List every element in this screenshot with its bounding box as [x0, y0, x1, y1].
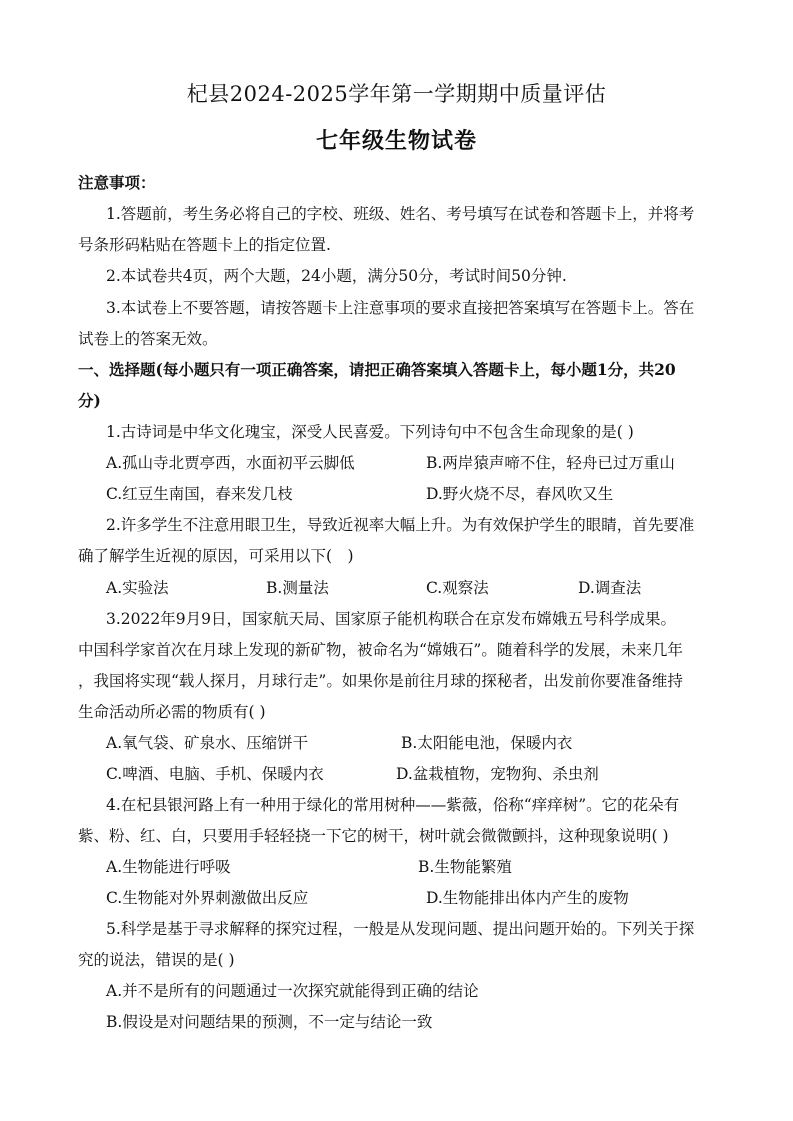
- question-4-option-b: B.生物能繁殖: [418, 858, 512, 876]
- question-4-stem-cont: 紫、粉、红、白，只要用手轻轻挠一下它的树干，树叶就会微微颤抖，这种现象说明( ): [78, 827, 669, 845]
- question-5-option-a: A.并不是所有的问题通过一次探究就能得到正确的结论: [106, 982, 479, 1000]
- notice-heading: 注意事项：: [78, 173, 156, 192]
- question-4-option-c: C.生物能对外界刺激做出反应: [106, 889, 309, 907]
- question-1-option-d: D.野火烧不尽，春风吹又生: [426, 485, 614, 503]
- notice-item-1-cont: 号条形码粘贴在答题卡上的指定位置.: [78, 236, 331, 254]
- question-1-option-a: A.孤山寺北贾亭西，水面初平云脚低: [106, 454, 355, 472]
- question-2-option-d: D.调查法: [578, 579, 642, 597]
- question-5-stem: 5.科学是基于寻求解释的探究过程，一般是从发现问题、提出问题开始的。下列关于探: [106, 920, 695, 938]
- question-4-option-d: D.生物能排出体内产生的废物: [426, 889, 629, 907]
- question-2-stem-cont: 确了解学生近视的原因，可采用以下( ): [78, 547, 354, 565]
- question-3-option-c: C.啤酒、电脑、手机、保暖内衣: [106, 765, 324, 783]
- section-heading: 一、选择题(每小题只有一项正确答案，请把正确答案填入答题卡上，每小题1分，共20: [78, 360, 676, 379]
- question-3-stem: 3.2022年9月9日，国家航天局、国家原子能机构联合在京发布嫦娥五号科学成果。: [106, 610, 676, 628]
- question-5-stem-cont: 究的说法，错误的是( ): [78, 951, 235, 969]
- question-5-option-b: B.假设是对问题结果的预测，不一定与结论一致: [106, 1013, 433, 1031]
- question-1-option-c: C.红豆生南国，春来发几枝: [106, 485, 293, 503]
- question-3-stem-cont-3: 生命活动所必需的物质有( ): [78, 703, 266, 721]
- question-4-option-a: A.生物能进行呼吸: [106, 858, 231, 876]
- exam-subtitle: 七年级生物试卷: [315, 128, 477, 154]
- question-2-option-c: C.观察法: [426, 579, 489, 597]
- notice-item-3-cont: 试卷上的答案无效。: [78, 330, 218, 348]
- question-2-stem: 2.许多学生不注意用眼卫生，导致近视率大幅上升。为有效保护学生的眼睛，首先要准: [106, 516, 695, 534]
- notice-item-1: 1.答题前，考生务必将自己的字校、班级、姓名、考号填写在试卷和答题卡上，并将考: [106, 205, 695, 223]
- question-4-stem: 4.在杞县银河路上有一种用于绿化的常用树种——紫薇，俗称“痒痒树”。它的花朵有: [106, 796, 680, 814]
- question-2-option-b: B.测量法: [266, 579, 329, 597]
- notice-item-3: 3.本试卷上不要答题，请按答题卡上注意事项的要求直接把答案填写在答题卡上。答在: [106, 299, 695, 317]
- notice-item-2: 2.本试卷共4页，两个大题，24小题，满分50分，考试时间50分钟.: [106, 267, 567, 285]
- section-heading-cont: 分): [78, 391, 101, 410]
- question-3-stem-cont-2: ，我国将实现“载人探月，月球行走”。如果你是前往月球的探秘者，出发前你要准备维持: [78, 672, 683, 690]
- question-1-stem: 1.古诗词是中华文化瑰宝，深受人民喜爱。下列诗句中不包含生命现象的是( ): [106, 423, 634, 441]
- question-3-stem-cont-1: 中国科学家首次在月球上发现的新矿物，被命名为“嫦娥石”。随着科学的发展，未来几年: [78, 641, 683, 659]
- question-3-option-a: A.氧气袋、矿泉水、压缩饼干: [106, 734, 309, 752]
- question-2-option-a: A.实验法: [106, 579, 169, 597]
- question-1-option-b: B.两岸猿声啼不住，轻舟已过万重山: [426, 454, 675, 472]
- question-3-option-d: D.盆栽植物，宠物狗、杀虫剂: [396, 765, 599, 783]
- question-3-option-b: B.太阳能电池，保暖内衣: [401, 734, 573, 752]
- exam-title: 杞县2024-2025学年第一学期期中质量评估: [186, 82, 607, 106]
